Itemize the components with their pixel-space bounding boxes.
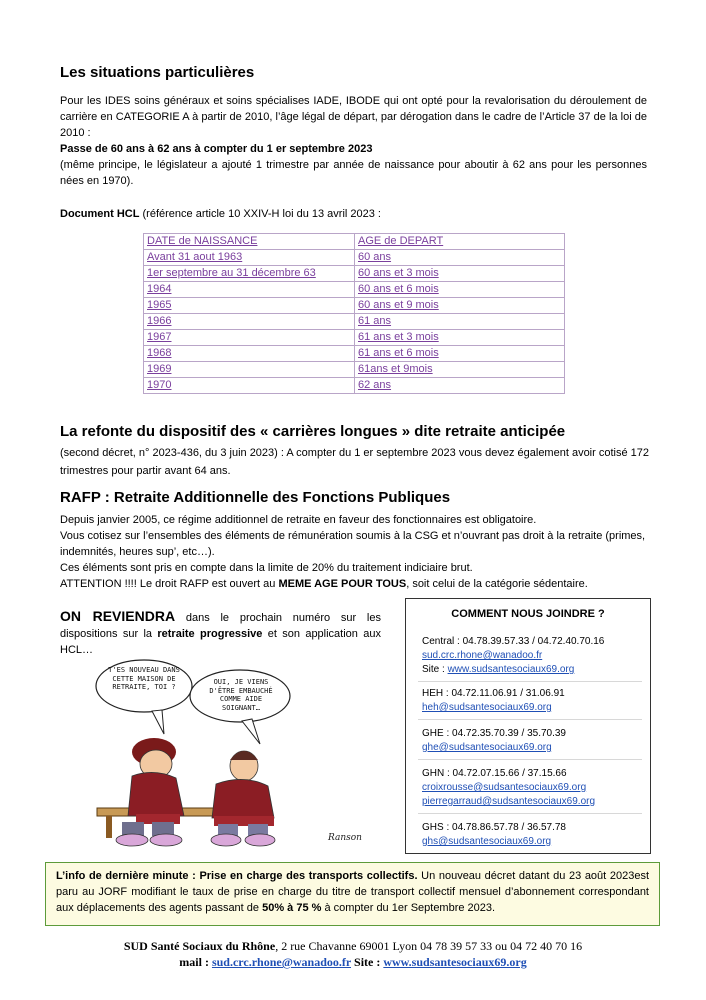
situations-bold-line: Passe de 60 ans à 62 ans à compter du 1 er septembre 2023 xyxy=(60,143,373,155)
table-cell: 61 ans et 6 mois xyxy=(355,346,565,362)
central-email-link[interactable]: sud.crc.rhone@wanadoo.fr xyxy=(422,650,543,661)
table-cell: 61 ans et 3 mois xyxy=(355,330,565,346)
departure-age-table xyxy=(143,233,565,394)
ghn-email2-link[interactable]: pierregarraud@sudsantesociaux69.org xyxy=(422,796,596,807)
table-header-departure: AGE de DEPART xyxy=(355,234,565,250)
table-row xyxy=(144,346,565,362)
central-phone: Central : 04.78.39.57.33 / 04.72.40.70.16 xyxy=(422,636,605,647)
table-header-row xyxy=(144,234,565,250)
table-row xyxy=(144,282,565,298)
table-cell: 1968 xyxy=(144,346,355,362)
info-text-a: Un nouveau décret datant du 23 août 2023est paru au JORF modifiant le taux de prise en charge du titre de transport collectif mensuel d’abonnement correspondant aux déplacements des agents passant de xyxy=(56,870,650,914)
reviendra-paragraph xyxy=(60,608,381,658)
site-label: Site : xyxy=(422,664,448,675)
table-header-birthdate: DATE de NAISSANCE xyxy=(144,234,355,250)
table-row xyxy=(144,298,565,314)
table-row xyxy=(144,266,565,282)
table-row xyxy=(144,362,565,378)
ghn-phone: GHN : 04.72.07.15.66 / 37.15.66 xyxy=(422,768,567,779)
contact-divider xyxy=(418,719,642,720)
contact-title: COMMENT NOUS JOINDRE ? xyxy=(451,608,605,620)
table-cell: 1er septembre au 31 décembre 63 xyxy=(144,266,355,282)
contact-divider xyxy=(418,759,642,760)
cartoon-illustration xyxy=(92,656,382,848)
heh-email-link[interactable]: heh@sudsantesociaux69.org xyxy=(422,702,552,713)
bubble-right-text: OUI, JE VIENS D'ÊTRE EMBAUCHÉ COMME AIDE SOIGNANT… xyxy=(209,678,273,712)
contact-divider xyxy=(418,681,642,682)
footer-links xyxy=(0,954,706,970)
ghn-email1-link[interactable]: croixrousse@sudsantesociaux69.org xyxy=(422,782,587,793)
footer-address-text: , 2 rue Chavanne 69001 Lyon 04 78 39 57 33 ou 04 72 40 70 16 xyxy=(275,939,583,953)
situations-para1: Pour les IDES soins généraux et soins spécialises IADE, IBODE qui ont opté pour la revalorisation du déroulement de carrière en CATEGORIE A à partir de 2010, l’âge légal de départ, par dérogation dans le cadre de l’Article 37 de la loi de 2010 : xyxy=(60,95,647,139)
contact-divider xyxy=(418,813,642,814)
table-cell: 1967 xyxy=(144,330,355,346)
heh-phone: HEH : 04.72.11.06.91 / 31.06.91 xyxy=(422,688,565,699)
table-cell: 60 ans et 9 mois xyxy=(355,298,565,314)
table-row xyxy=(144,330,565,346)
info-text-c: à compter du 1er Septembre 2023. xyxy=(321,902,496,914)
table-cell: 1965 xyxy=(144,298,355,314)
footer-site-link[interactable]: www.sudsantesociaux69.org xyxy=(383,955,527,969)
contact-central xyxy=(422,635,604,677)
central-site xyxy=(422,663,604,677)
footer-mail-link[interactable]: sud.crc.rhone@wanadoo.fr xyxy=(211,955,352,969)
footer-mail-label: mail : xyxy=(179,955,212,969)
footer-org: SUD Santé Sociaux du Rhône xyxy=(123,939,276,953)
carrieres-paragraph: (second décret, n° 2023-436, du 3 juin 2023) : A compter du 1 er septembre 2023 vous devez également avoir cotisé 172 trimestres pour partir avant 64 ans. xyxy=(60,447,649,477)
doc-label: Document HCL xyxy=(60,208,140,220)
table-cell: Avant 31 aout 1963 xyxy=(144,250,355,266)
rafp-attention-a: ATTENTION !!!! Le droit RAFP est ouvert au xyxy=(60,578,279,590)
table-cell: 62 ans xyxy=(355,378,565,394)
contact-ghn xyxy=(422,767,595,809)
bubble-left-text: T'ES NOUVEAU DANS CETTE MAISON DE RETRAITE, TOI ? xyxy=(108,666,180,691)
table-cell: 60 ans xyxy=(355,250,565,266)
contact-ghe xyxy=(422,727,566,755)
ghs-email-link[interactable]: ghs@sudsantesociaux69.org xyxy=(422,836,552,847)
contact-box xyxy=(405,598,651,854)
rafp-body xyxy=(60,512,660,592)
info-lead: L’info de dernière minute : Prise en charge des transports collectifs. xyxy=(56,870,418,882)
table-cell: 60 ans et 6 mois xyxy=(355,282,565,298)
table-row xyxy=(144,314,565,330)
contact-heh xyxy=(422,687,565,715)
reviendra-text-a: dans le prochain numéro sur les dispositions sur la xyxy=(60,612,381,640)
reviendra-text-c: et son application aux HCL… xyxy=(60,628,381,656)
ghe-email-link[interactable]: ghe@sudsantesociaux69.org xyxy=(422,742,552,753)
info-box xyxy=(45,862,660,926)
table-cell: 1970 xyxy=(144,378,355,394)
rafp-line2: Vous cotisez sur l’ensembles des éléments de rémunération soumis à la CSG et n’ouvrant pas droit à la retraite (primes, indemnités, heures sup’, etc…). xyxy=(60,530,646,558)
central-site-link[interactable]: www.sudsantesociaux69.org xyxy=(447,664,575,675)
rafp-attention xyxy=(60,576,660,592)
reviendra-text-b: retraite progressive xyxy=(157,628,263,640)
ghe-phone: GHE : 04.72.35.70.39 / 35.70.39 xyxy=(422,728,566,739)
situations-paragraph xyxy=(60,93,647,189)
table-cell: 1969 xyxy=(144,362,355,378)
rafp-line1: Depuis janvier 2005, ce régime additionnel de retraite en faveur des fonctionnaires est obligatoire. xyxy=(60,514,537,526)
doc-ref: (référence article 10 XXIV-H loi du 13 avril 2023 : xyxy=(139,208,381,220)
table-cell: 61 ans xyxy=(355,314,565,330)
table-row xyxy=(144,378,565,394)
situations-para2: (même principe, le législateur a ajouté 1 trimestre par année de naissance pour aboutir à 62 ans pour les personnes nées en 1970). xyxy=(60,159,647,187)
rafp-title: RAFP : Retraite Additionnelle des Fonctions Publiques xyxy=(60,489,451,506)
table-row xyxy=(144,250,565,266)
rafp-attention-c: , soit celui de la catégorie sédentaire. xyxy=(406,578,588,590)
doc-reference xyxy=(60,206,381,222)
carrieres-title: La refonte du dispositif des « carrières longues » dite retraite anticipée xyxy=(60,423,566,440)
reviendra-lead: ON REVIENDRA xyxy=(60,608,176,624)
table-cell: 1964 xyxy=(144,282,355,298)
table-cell: 60 ans et 3 mois xyxy=(355,266,565,282)
cartoon-signature: Ranson xyxy=(328,833,362,843)
situations-title: Les situations particulières xyxy=(60,64,255,81)
table-cell: 61ans et 9mois xyxy=(355,362,565,378)
footer-address xyxy=(0,938,706,954)
rafp-attention-b: MEME AGE POUR TOUS xyxy=(278,578,407,590)
table-cell: 1966 xyxy=(144,314,355,330)
footer-site-label: Site : xyxy=(351,955,384,969)
rafp-line3: Ces éléments sont pris en compte dans la limite de 20% du traitement indiciaire brut. xyxy=(60,562,473,574)
ghs-phone: GHS : 04.78.86.57.78 / 36.57.78 xyxy=(422,822,566,833)
info-text-b: 50% à 75 % xyxy=(262,902,322,914)
contact-ghs xyxy=(422,821,566,849)
